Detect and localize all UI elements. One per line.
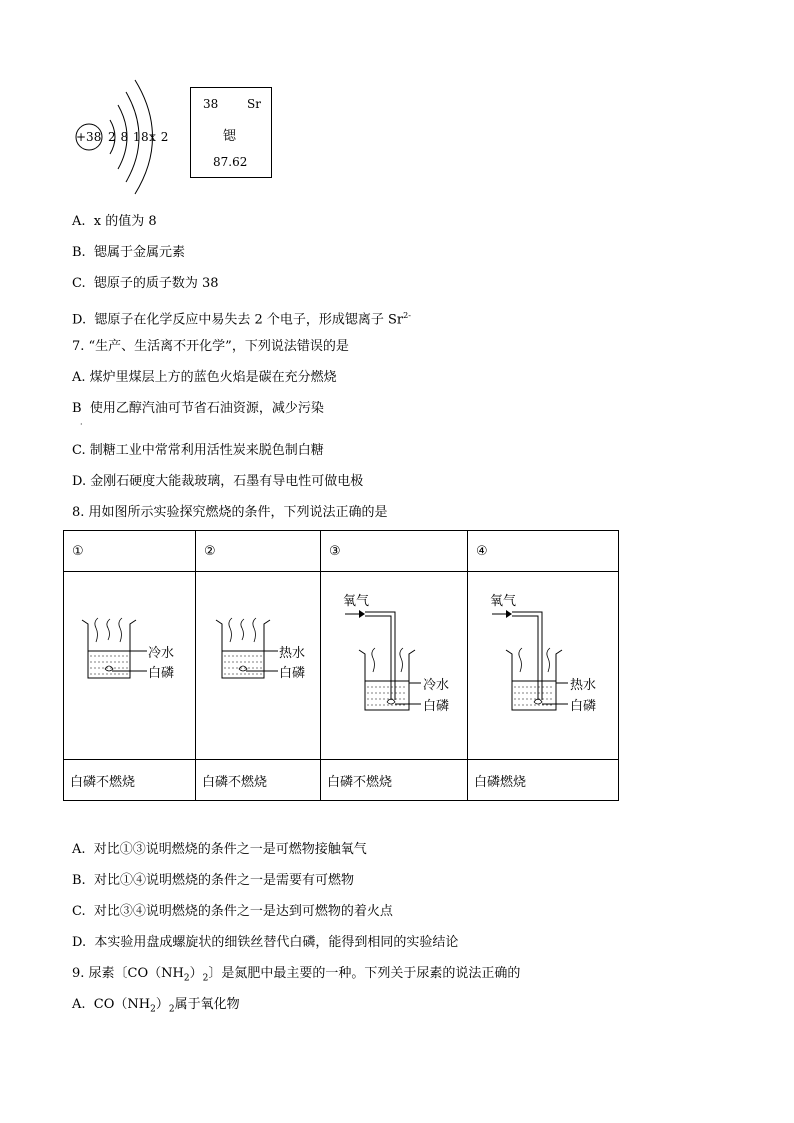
option-letter: B. [72,873,86,888]
result-cell: 白磷燃烧 [468,760,619,801]
white-phosphorus-label: 白磷 [279,666,306,681]
subscript: 2 [202,973,209,984]
option-text: 对比①④说明燃烧的条件之一是需要有可燃物 [93,873,354,888]
option-text: 使用乙醇汽油可节省石油资源，减少污染 [89,401,324,416]
header-cell: ① [64,531,196,572]
oxygen-label: 氧气 [343,594,370,609]
q7-option-b [72,401,324,417]
element-symbol: Sr [247,97,261,111]
nucleus-charge: +38 [76,130,102,144]
header-cell: ③ [321,531,468,572]
subscript: 2 [150,1004,156,1015]
subscript: 2 [183,973,190,984]
option-letter: C. [72,904,86,919]
q8-option-b [72,873,354,889]
header-cell: ② [196,531,321,572]
q8-option-a [72,842,367,858]
beaker-cold-water-diagram [72,572,195,759]
ion-charge: 2- [403,311,411,320]
hot-water-label: 热水 [279,646,306,661]
option-text: 属于氧化物 [174,997,240,1012]
cold-water-label: 冷水 [148,646,175,661]
setup-4-cell [468,572,619,760]
option-letter: D. [72,935,87,950]
option-letter: A. [72,842,86,857]
option-letter: A. [72,997,86,1012]
option-letter: C. [72,276,86,291]
result-cell: 白磷不燃烧 [321,760,468,801]
setup-1-cell [64,572,196,760]
option-text: 锶原子的质子数为 38 [93,276,219,291]
atom-structure-diagram [70,72,190,202]
white-phosphorus-label: 白磷 [423,699,450,714]
stray-dot: · [80,420,83,429]
option-letter: D. [72,474,87,489]
q8-option-d [72,935,458,951]
element-card [190,87,272,178]
option-letter: B [72,401,82,416]
q7-option-c [72,443,324,459]
option-text: CO（NH [93,997,151,1012]
q7-option-d [72,474,363,490]
table-header-row [64,531,619,572]
q9-stem-part: 〕是氮肥中最主要的一种。下列关于尿素的说法正确的 [208,966,521,981]
option-letter: A. [72,214,86,229]
q8-option-c [72,904,393,920]
experiment-table [63,530,619,801]
option-letter: A. [72,370,86,385]
table-diagram-row [64,572,619,760]
result-cell: 白磷不燃烧 [196,760,321,801]
q9-stem [72,966,520,987]
option-letter: D. [72,312,87,328]
option-text: ） [155,997,169,1012]
q6-option-d [72,308,411,328]
option-text: 煤炉里煤层上方的蓝色火焰是碳在充分燃烧 [89,370,337,385]
element-name: 锶 [223,129,237,144]
result-cell: 白磷不燃烧 [64,760,196,801]
q6-option-a [72,214,157,230]
q6-option-b [72,245,185,261]
oxygen-label: 氧气 [490,594,517,609]
atomic-number: 38 [203,97,219,111]
option-text: 金刚石硬度大能裁玻璃，石墨有导电性可做电极 [90,474,364,489]
setup-3-cell [321,572,468,760]
q9-stem-part: 9. 尿素〔CO（NH [72,966,184,981]
option-text: 对比①③说明燃烧的条件之一是可燃物接触氧气 [93,842,367,857]
option-text: 本实验用盘成螺旋状的细铁丝替代白磷，能得到相同的实验结论 [94,935,459,950]
option-text: 锶属于金属元素 [93,245,185,260]
atomic-mass: 87.62 [213,155,248,169]
option-letter: C. [72,443,86,458]
option-text: x 的值为 8 [93,214,157,229]
header-cell: ④ [468,531,619,572]
option-text: 制糖工业中常常利用活性炭来脱色制白糖 [89,443,324,458]
q6-option-c [72,276,219,292]
cold-water-label: 冷水 [423,678,450,693]
subscript: 2 [168,1004,175,1015]
q9-stem-part: ） [189,966,203,981]
option-text: 锶原子在化学反应中易失去 2 个电子，形成锶离子 Sr [94,312,404,328]
shell-electrons: 2 8 18x 2 [108,130,169,144]
table-result-row [64,760,619,801]
q8-stem: 8. 用如图所示实验探究燃烧的条件，下列说法正确的是 [72,505,388,520]
option-letter: B. [72,245,86,260]
white-phosphorus-label: 白磷 [148,666,175,681]
white-phosphorus-label: 白磷 [570,699,597,714]
q9-option-a [72,997,240,1018]
hot-water-label: 热水 [570,678,597,693]
q7-stem: 7. “生产、生活离不开化学”，下列说法错误的是 [72,339,349,354]
setup-2-cell [196,572,321,760]
q7-option-a [72,370,337,386]
option-text: 对比③④说明燃烧的条件之一是达到可燃物的着火点 [93,904,393,919]
